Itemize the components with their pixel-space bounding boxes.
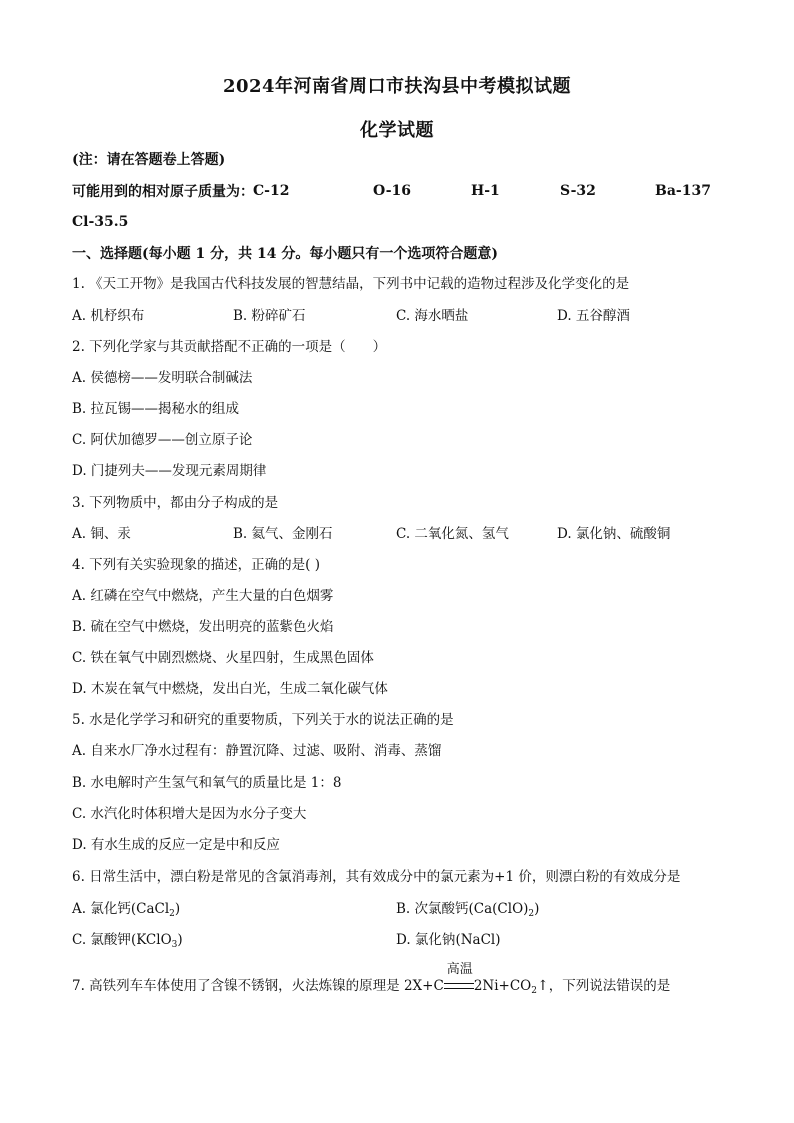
- q7-stem-end: ，下列说法错误的是: [548, 978, 671, 994]
- q1-option-c[interactable]: C. 海水晒盐: [396, 308, 469, 324]
- q7-products: 2Ni+CO: [473, 978, 532, 994]
- q6-option-b-formula-end: ): [534, 901, 540, 917]
- question-1-stem: 1. 《天工开物》是我国古代科技发展的智慧结晶，下列书中记载的造物过程涉及化学变化的是: [72, 276, 630, 292]
- q6-option-a-formula-end: ): [174, 901, 181, 917]
- q6-option-c-formula: (KClO: [130, 932, 172, 948]
- question-3-stem: 3. 下列物质中，都由分子构成的是: [72, 495, 279, 511]
- question-4-stem: 4. 下列有关实验现象的描述，正确的是( ): [72, 557, 320, 573]
- q6-option-b-subscript: 2: [528, 909, 535, 919]
- double-equals-sign: [444, 983, 474, 989]
- q1-option-d[interactable]: D. 五谷醇酒: [557, 308, 630, 324]
- q5-option-b[interactable]: B. 水电解时产生氢气和氧气的质量比是 1：8: [72, 775, 342, 791]
- question-5-stem: 5. 水是化学学习和研究的重要物质，下列关于水的说法正确的是: [72, 712, 454, 728]
- q4-option-d[interactable]: D. 木炭在氧气中燃烧，发出白光，生成二氧化碳气体: [72, 681, 388, 697]
- q6-option-d-formula: (NaCl): [455, 932, 501, 948]
- atomic-mass-label: 可能用到的相对原子质量为：: [72, 184, 254, 200]
- q1-option-b[interactable]: B. 粉碎矿石: [233, 308, 306, 324]
- page-title: 2024年河南省周口市扶沟县中考模拟试题: [222, 76, 572, 97]
- question-7-stem: [72, 962, 671, 996]
- q6-option-b-formula: (Ca(ClO): [468, 901, 529, 917]
- q5-option-d[interactable]: D. 有水生成的反应一定是中和反应: [72, 837, 280, 853]
- page-subtitle: 化学试题: [360, 120, 434, 141]
- atomic-mass-c: C-12: [253, 183, 290, 199]
- q6-option-c[interactable]: [72, 931, 183, 949]
- q3-option-b[interactable]: B. 氦气、金刚石: [233, 526, 333, 542]
- q2-option-c[interactable]: C. 阿伏加德罗——创立原子论: [72, 432, 253, 448]
- q6-option-d-label: D. 氯化钠: [396, 932, 456, 948]
- question-2-stem: 2. 下列化学家与其贡献搭配不正确的一项是（ ）: [72, 339, 387, 355]
- atomic-mass-s: S-32: [560, 183, 596, 199]
- q4-option-a[interactable]: A. 红磷在空气中燃烧，产生大量的白色烟雾: [72, 588, 334, 604]
- question-6-stem: 6. 日常生活中，漂白粉是常见的含氯消毒剂，其有效成分中的氯元素为+1 价，则漂白粉的有效成分是: [72, 869, 681, 885]
- q6-option-a-subscript: 2: [169, 909, 175, 919]
- q6-option-d[interactable]: [396, 931, 500, 949]
- q6-option-a-formula: (CaCl: [130, 901, 170, 917]
- q5-option-c[interactable]: C. 水汽化时体积增大是因为水分子变大: [72, 806, 307, 822]
- q6-option-c-label: C. 氯酸钾: [72, 932, 131, 948]
- atomic-mass-o: O-16: [373, 183, 412, 199]
- q6-option-c-formula-end: ): [177, 932, 183, 948]
- q3-option-d[interactable]: D. 氯化钠、硫酸铜: [557, 526, 671, 542]
- q4-option-b[interactable]: B. 硫在空气中燃烧，发出明亮的蓝紫色火焰: [72, 619, 334, 635]
- section-heading: 一、选择题(每小题 1 分，共 14 分。每小题只有一个选项符合题意): [72, 246, 498, 262]
- atomic-mass-cl: Cl-35.5: [72, 214, 129, 230]
- q6-option-b-label: B. 次氯酸钙: [396, 901, 469, 917]
- q7-stem-start: 7. 高铁列车车体使用了含镍不锈钢，火法炼镍的原理是 2X+C: [72, 978, 444, 994]
- q2-option-d[interactable]: D. 门捷列夫——发现元素周期律: [72, 463, 267, 479]
- atomic-mass-ba: Ba-137: [655, 183, 711, 199]
- gas-up-arrow-icon: ↑: [536, 978, 549, 994]
- q6-option-a[interactable]: [72, 900, 180, 918]
- atomic-mass-h: H-1: [471, 183, 500, 199]
- q6-option-c-subscript: 3: [171, 940, 178, 950]
- reaction-condition-label: 高温: [446, 962, 473, 977]
- q2-option-b[interactable]: B. 拉瓦锡——揭秘水的组成: [72, 401, 240, 417]
- q3-option-a[interactable]: A. 铜、汞: [72, 526, 131, 542]
- q4-option-c[interactable]: C. 铁在氧气中剧烈燃烧、火星四射，生成黑色固体: [72, 650, 374, 666]
- q5-option-a[interactable]: A. 自来水厂净水过程有：静置沉降、过滤、吸附、消毒、蒸馏: [72, 743, 442, 759]
- q2-option-a[interactable]: A. 侯德榜——发明联合制碱法: [72, 370, 253, 386]
- q3-option-c[interactable]: C. 二氧化氮、氢气: [396, 526, 509, 542]
- answer-note: (注：请在答题卷上答题): [72, 152, 226, 168]
- q7-products-subscript: 2: [531, 986, 537, 996]
- q1-option-a[interactable]: A. 机杼织布: [72, 308, 145, 324]
- reaction-condition: [444, 962, 474, 995]
- q6-option-a-label: A. 氯化钙: [72, 901, 131, 917]
- q6-option-b[interactable]: [396, 900, 539, 918]
